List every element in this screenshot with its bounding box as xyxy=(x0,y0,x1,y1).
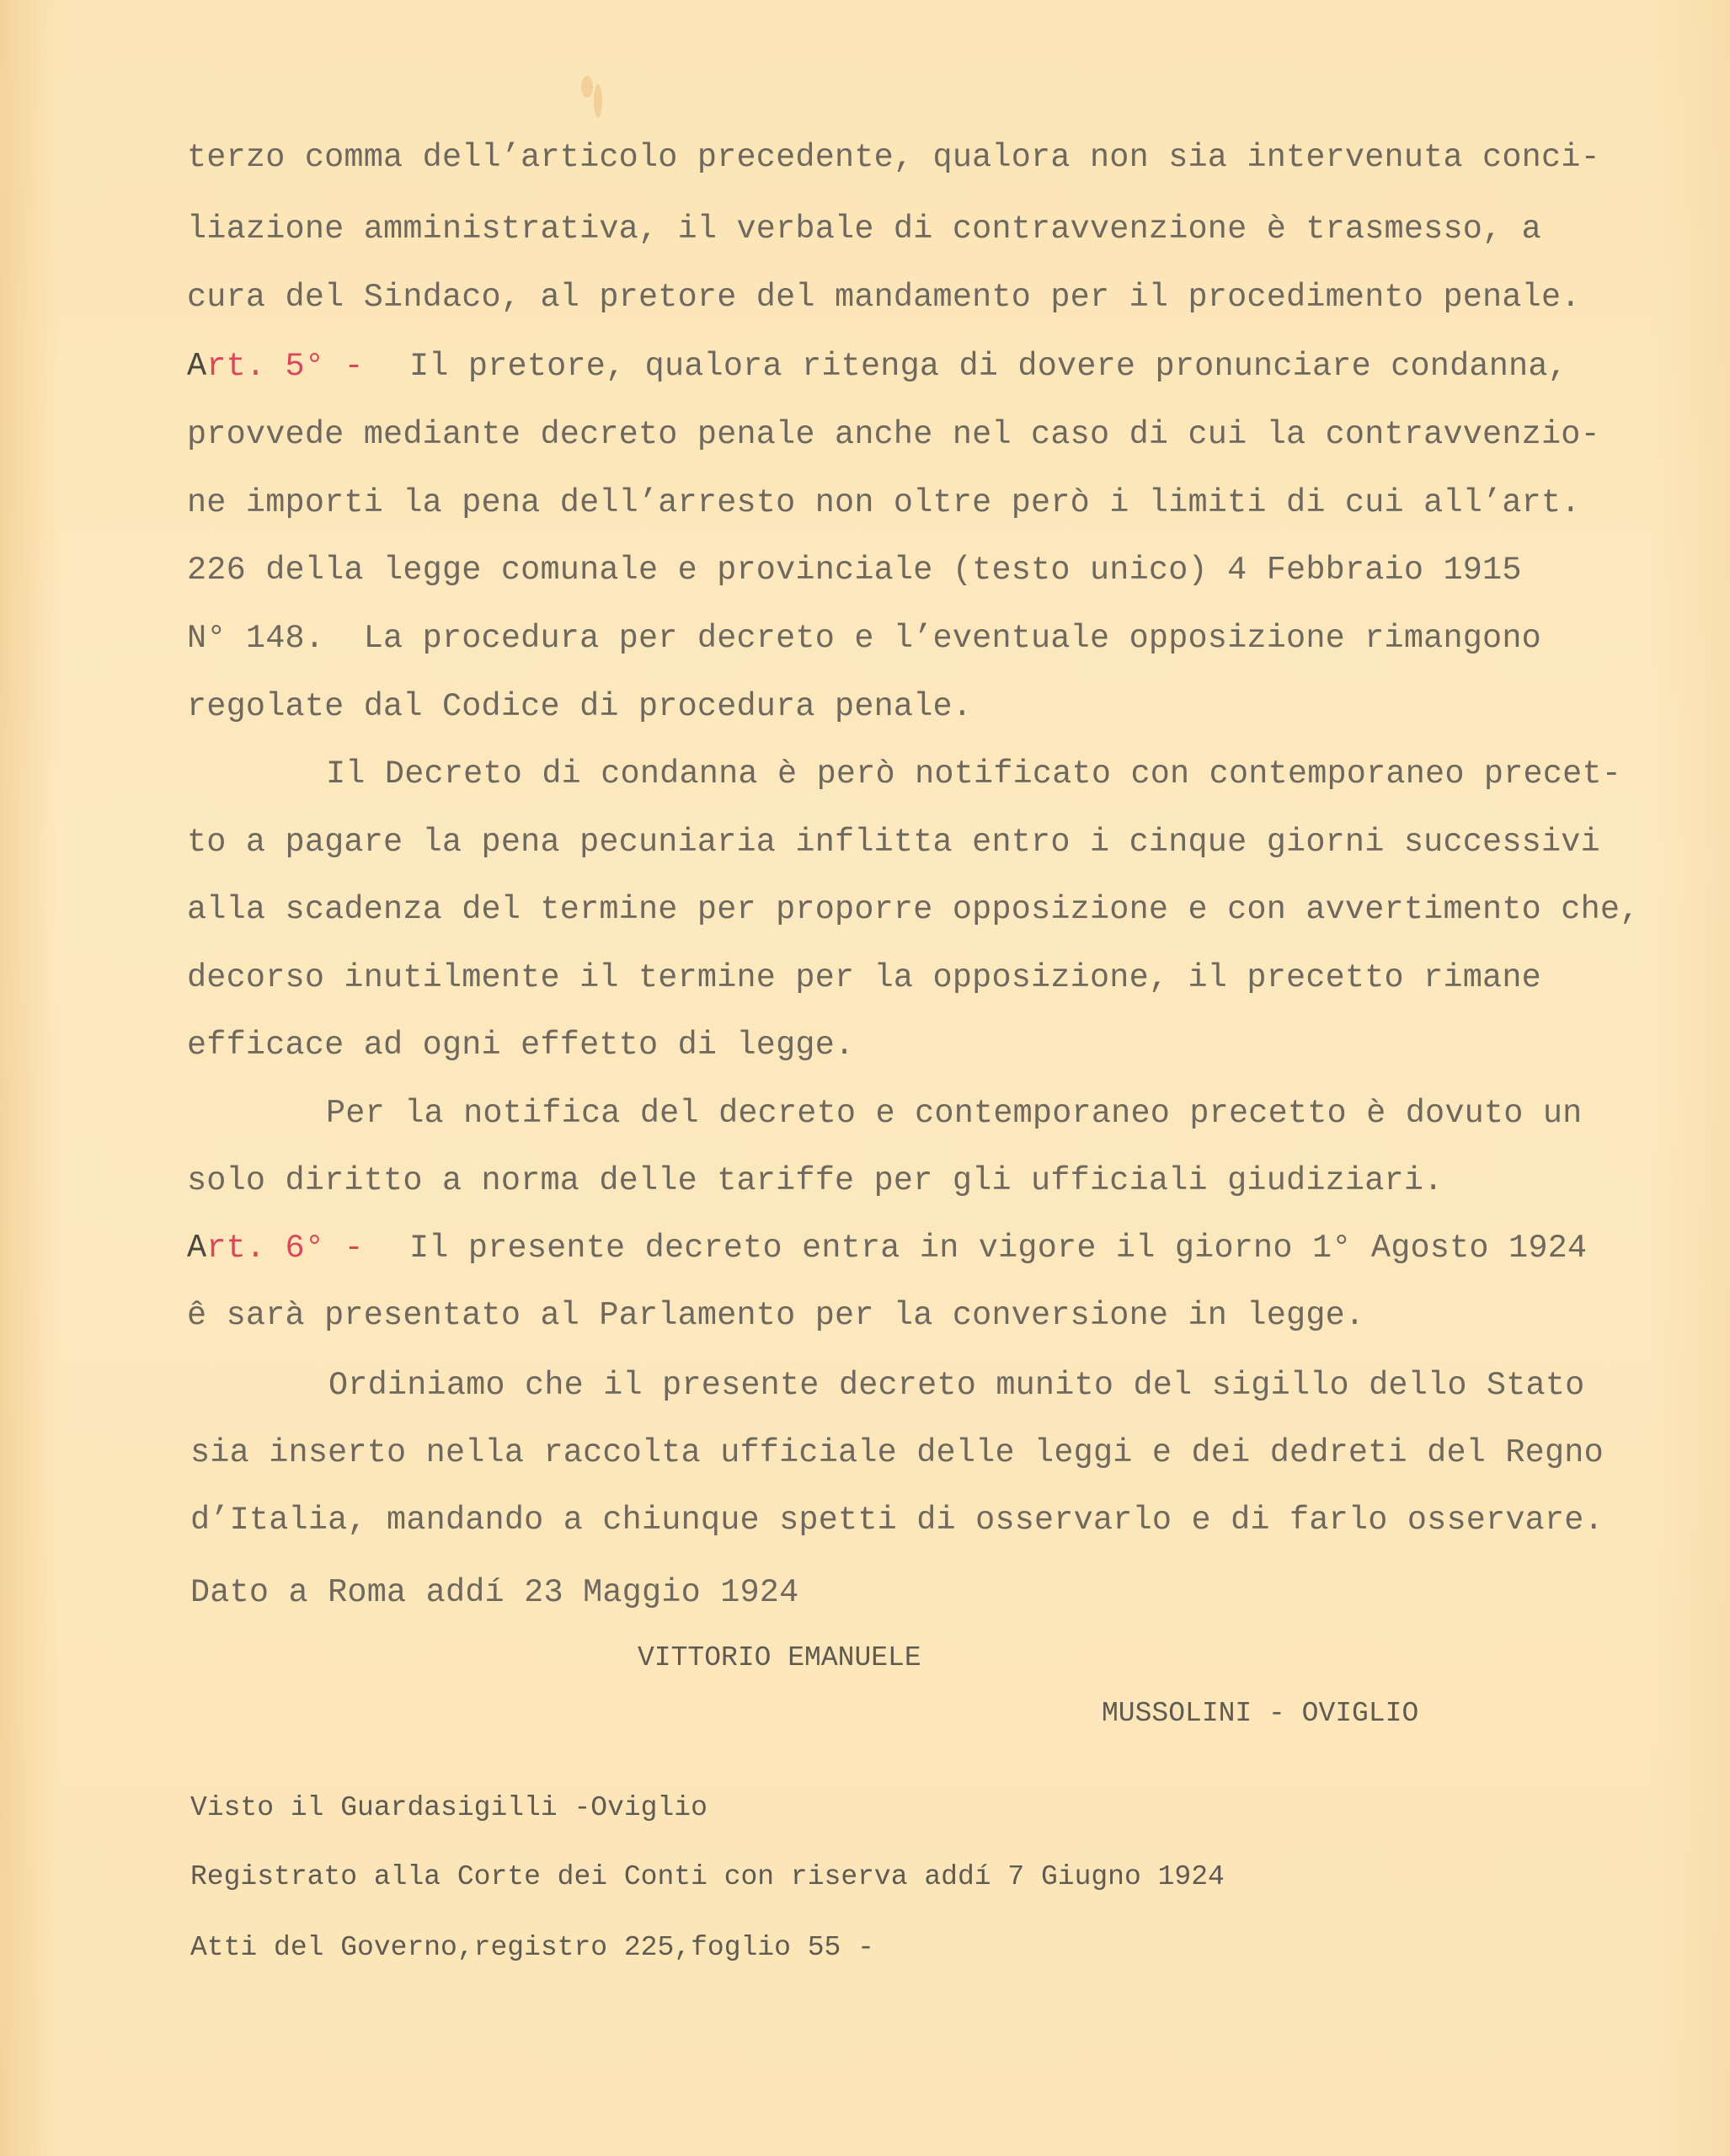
footer-registration: Registrato alla Corte dei Conti con riserva addí 7 Giugno 1924 xyxy=(190,1861,1225,1892)
paper-stain xyxy=(594,84,602,118)
article-5-heading xyxy=(187,350,364,383)
text-line: ne importi la pena dell’arresto non oltre però i limiti di cui all’art. xyxy=(187,484,1581,521)
footer-visto: Visto il Guardasigilli -Oviglio xyxy=(190,1792,707,1823)
article-6-letter: A xyxy=(187,1230,207,1267)
text-line: cura del Sindaco, al pretore del mandamento per il procedimento penale. xyxy=(187,279,1581,316)
date-line: Dato a Roma addí 23 Maggio 1924 xyxy=(190,1574,799,1611)
signature-ministers: MUSSOLINI - OVIGLIO xyxy=(1102,1698,1419,1729)
paper-stain xyxy=(581,76,593,98)
text-line: Il Decreto di condanna è però notificato con contemporaneo precet- xyxy=(326,755,1622,792)
text-line: Il pretore, qualora ritenga di dovere pronunciare condanna, xyxy=(409,348,1567,385)
text-line: terzo comma dell’articolo precedente, qualora non sia intervenuta conci- xyxy=(187,139,1600,176)
text-line: liazione amministrativa, il verbale di contravvenzione è trasmesso, a xyxy=(187,211,1541,248)
text-line: d’Italia, mandando a chiunque spetti di osservarlo e di farlo osservare. xyxy=(190,1502,1604,1539)
text-line: 226 della legge comunale e provinciale (testo unico) 4 Febbraio 1915 xyxy=(187,552,1522,589)
text-line: Per la notifica del decreto e contemporaneo precetto è dovuto un xyxy=(326,1095,1583,1132)
footer-acts: Atti del Governo,registro 225,foglio 55 - xyxy=(190,1932,874,1963)
article-5-letter: A xyxy=(187,348,207,385)
text-line: regolate dal Codice di procedura penale. xyxy=(187,688,973,725)
text-line: alla scadenza del termine per proporre opposizione e con avvertimento che, xyxy=(187,891,1640,928)
text-line: provvede mediante decreto penale anche nel caso di cui la contravvenzio- xyxy=(187,416,1600,453)
article-6-label: rt. 6° - xyxy=(206,1230,364,1267)
text-line: to a pagare la pena pecuniaria inflitta entro i cinque giorni successivi xyxy=(187,824,1600,861)
article-6-heading xyxy=(187,1232,364,1265)
text-line: ê sarà presentato al Parlamento per la conversione in legge. xyxy=(187,1297,1365,1334)
text-line: Il presente decreto entra in vigore il giorno 1° Agosto 1924 xyxy=(409,1230,1588,1267)
text-line: efficace ad ogni effetto di legge. xyxy=(187,1027,855,1064)
text-line: decorso inutilmente il termine per la opposizione, il precetto rimane xyxy=(187,959,1541,996)
signature-king: VITTORIO EMANUELE xyxy=(638,1642,921,1673)
text-line: sia inserto nella raccolta ufficiale delle leggi e dei dedreti del Regno xyxy=(190,1434,1604,1471)
text-line: solo diritto a norma delle tariffe per gli ufficiali giudiziari. xyxy=(187,1162,1444,1199)
text-line: Ordiniamo che il presente decreto munito del sigillo dello Stato xyxy=(328,1367,1585,1404)
text-line: N° 148. La procedura per decreto e l’eventuale opposizione rimangono xyxy=(187,620,1541,657)
article-5-label: rt. 5° - xyxy=(206,348,364,385)
